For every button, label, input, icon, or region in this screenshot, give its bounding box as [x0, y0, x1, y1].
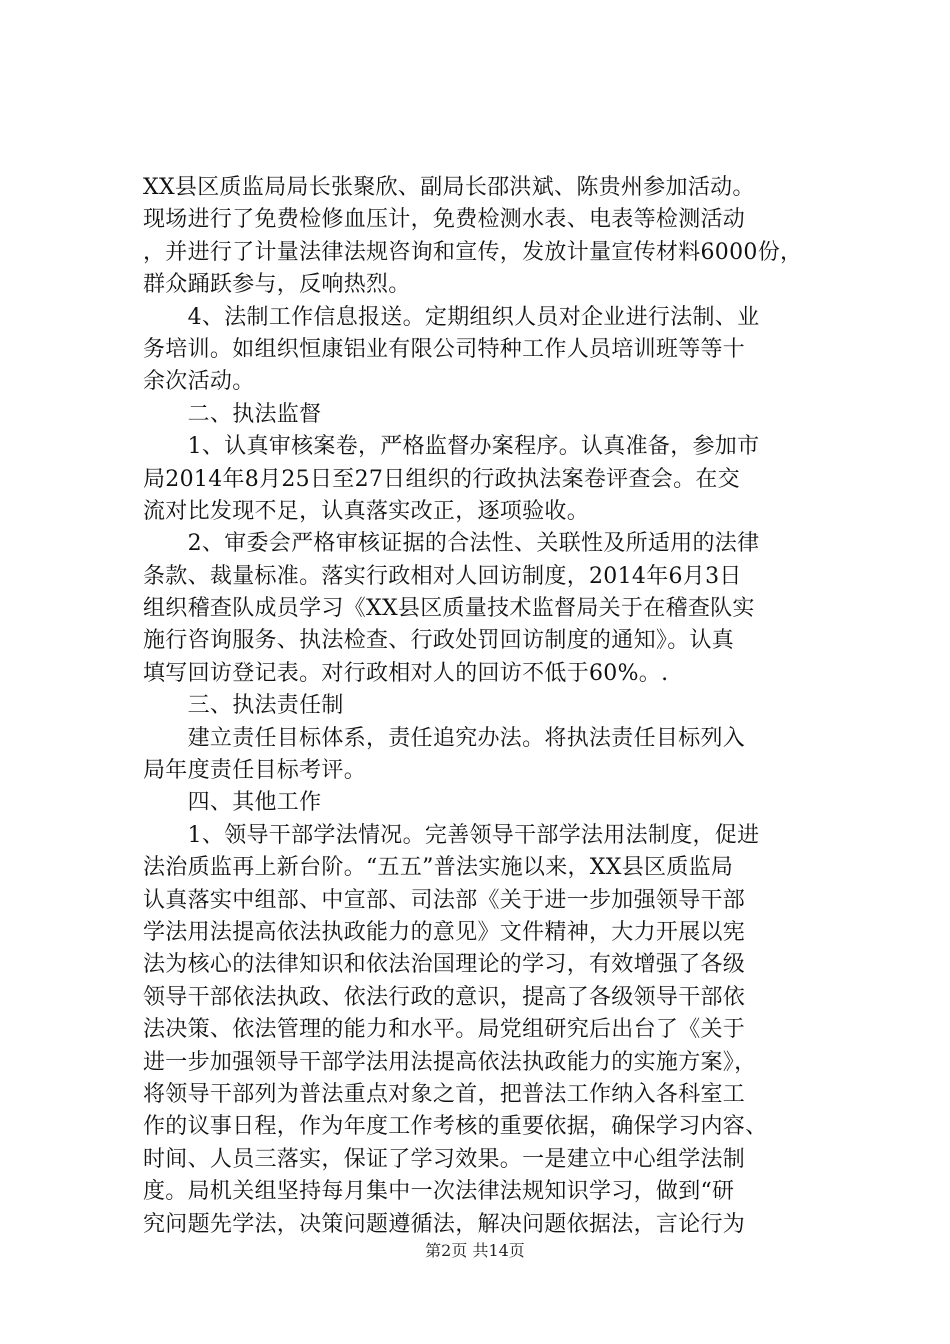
text-line: 流对比发现不足，认真落实改正，逐项验收。: [143, 498, 590, 524]
text-line: 局年度责任目标考评。: [143, 758, 367, 784]
text-line: ，并进行了计量法律法规咨询和宣传，发放计量宣传材料6000份，: [143, 239, 803, 265]
text-line: 填写回访登记表。对行政相对人的回访不低于60%。.: [143, 660, 669, 686]
text-line: 法治质监再上新台阶。“五五”普法实施以来，XX县区质监局: [143, 855, 734, 881]
text-line: 法为核心的法律知识和依法治国理论的学习，有效增强了各级: [143, 952, 746, 978]
text-line: 建立责任目标体系，责任追究办法。将执法责任目标列入: [143, 725, 746, 751]
text-line: 时间、人员三落实，保证了学习效果。一是建立中心组学法制: [143, 1146, 746, 1172]
section-heading: 三、执法责任制: [143, 693, 344, 719]
text-line: 施行咨询服务、执法检查、行政处罚回访制度的通知》。认真: [143, 628, 735, 654]
text-line: 作的议事日程，作为年度工作考核的重要依据，确保学习内容、: [143, 1114, 768, 1140]
text-line: 局2014年8月25日至27日组织的行政执法案卷评查会。在交: [143, 466, 740, 492]
text-line: 务培训。如组织恒康铝业有限公司特种工作人员培训班等等十: [143, 336, 746, 362]
text-line: 度。局机关组坚持每月集中一次法律法规知识学习，做到“研: [143, 1179, 735, 1205]
text-line: 1、领导干部学法情况。完善领导干部学法用法制度，促进: [143, 822, 760, 848]
text-line: 究问题先学法，决策问题遵循法，解决问题依据法，言论行为: [143, 1211, 746, 1237]
section-heading: 二、执法监督: [143, 401, 322, 427]
text-line: 组织稽查队成员学习《XX县区质量技术监督局关于在稽查队实: [143, 596, 755, 622]
text-line: 2、审委会严格审核证据的合法性、关联性及所适用的法律: [143, 531, 760, 557]
text-line: 4、法制工作信息报送。定期组织人员对企业进行法制、业: [143, 304, 760, 330]
text-line: XX县区质监局局长张聚欣、副局长邵洪斌、陈贵州参加活动。: [143, 175, 755, 200]
text-line: 进一步加强领导干部学法用法提高依法执政能力的实施方案》，: [143, 1049, 757, 1075]
text-line: 法决策、依法管理的能力和水平。局党组研究后出台了《关于: [143, 1017, 746, 1043]
section-heading: 四、其他工作: [143, 790, 322, 816]
text-line: 条款、裁量标准。落实行政相对人回访制度，2014年6月3日: [143, 563, 742, 589]
page-number-footer: 第2页 共14页: [425, 1241, 525, 1260]
text-line: 现场进行了免费检修血压计，免费检测水表、电表等检测活动: [143, 207, 746, 233]
text-line: 群众踊跃参与，反响热烈。: [143, 272, 411, 298]
text-line: 1、认真审核案卷，严格监督办案程序。认真准备，参加市: [143, 434, 760, 460]
text-line: 认真落实中组部、中宣部、司法部《关于进一步加强领导干部: [143, 887, 746, 913]
document-body: [143, 172, 833, 1241]
text-line: 将领导干部列为普法重点对象之首，把普法工作纳入各科室工: [143, 1081, 746, 1107]
text-line: 学法用法提高依法执政能力的意见》文件精神，大力开展以宪: [143, 919, 746, 945]
text-line: 余次活动。: [143, 369, 255, 395]
text-line: 领导干部依法执政、依法行政的意识，提高了各级领导干部依: [143, 984, 746, 1010]
